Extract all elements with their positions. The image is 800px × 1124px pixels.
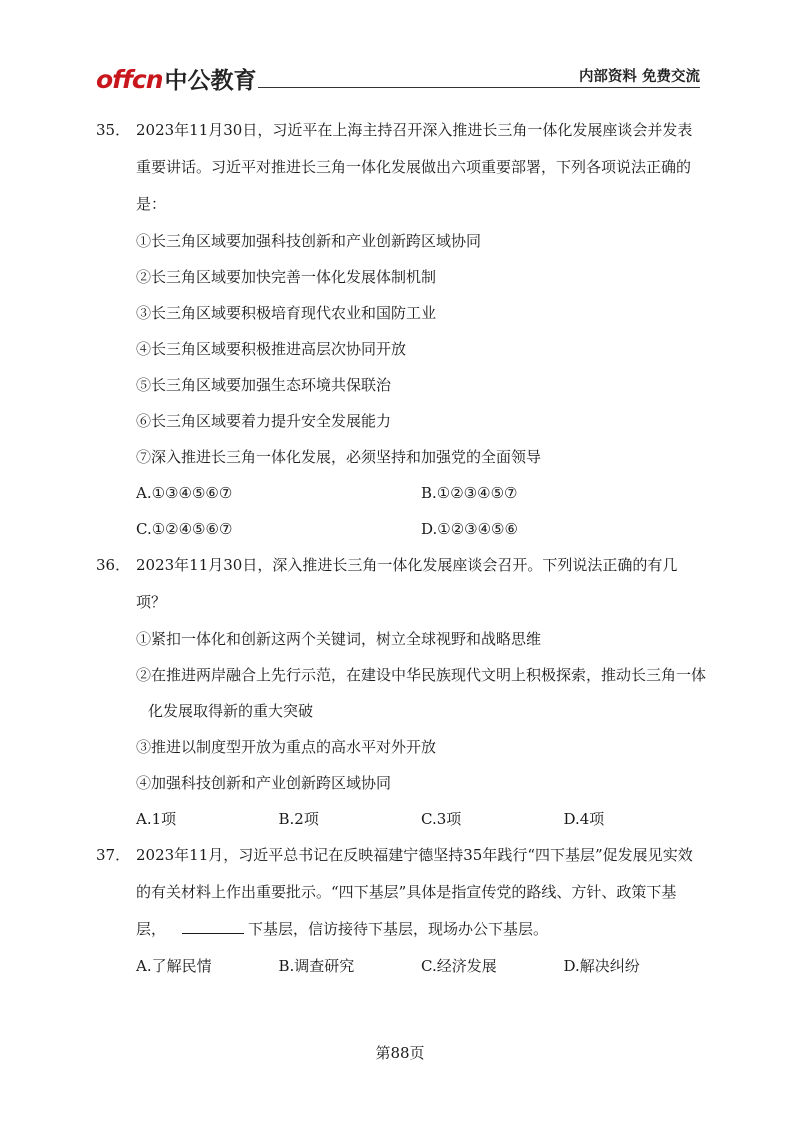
question-stem [136, 837, 706, 948]
logo-latin: offcn [96, 65, 163, 94]
page-number: 第88页 [375, 1044, 425, 1062]
question-number: 37． [96, 846, 131, 864]
choice-b: B.调查研究 [278, 957, 355, 975]
statement-item: ③推进以制度型开放为重点的高水平对外开放 [136, 738, 437, 756]
statement-item: ③长三角区域要积极培育现代农业和国防工业 [136, 304, 437, 322]
statement-item: ⑦深入推进长三角一体化发展，必须坚持和加强党的全面领导 [136, 448, 542, 466]
header-note: 内部资料 免费交流 [578, 69, 700, 85]
choice-c: C.经济发展 [421, 957, 497, 975]
choice-b: B.①②③④⑤⑦ [421, 484, 518, 502]
question-37 [96, 837, 706, 984]
choice-a: A.了解民情 [136, 957, 212, 975]
offcn-logo [96, 62, 257, 95]
page-header [96, 62, 700, 92]
answer-choices [136, 475, 706, 547]
choice-d: D.解决纠纷 [563, 957, 640, 975]
logo-chinese: 中公教育 [164, 68, 257, 94]
statement-item: ②在推进两岸融合上先行示范，在建设中华民族现代文明上积极探索，推动长三角一体化发展取得新的重大突破 [136, 666, 707, 720]
stem-part-after: 下基层，信访接待下基层，现场办公下基层。 [248, 920, 549, 938]
statement-item: ②长三角区域要加快完善一体化发展体制机制 [136, 268, 437, 286]
fill-blank [182, 919, 244, 934]
question-36 [96, 547, 706, 837]
question-stem: 2023年11月30日，习近平在上海主持召开深入推进长三角一体化发展座谈会并发表重要讲话。习近平对推进长三角一体化发展做出六项重要部署，下列各项说法正确的是： [136, 121, 693, 213]
answer-choices [136, 948, 706, 984]
question-stem: 2023年11月30日，深入推进长三角一体化发展座谈会召开。下列说法正确的有几项？ [136, 556, 678, 611]
statement-item: ①紧扣一体化和创新这两个关键词，树立全球视野和战略思维 [136, 630, 542, 648]
choice-a: A.1项 [136, 810, 177, 828]
statement-item: ⑥长三角区域要着力提升安全发展能力 [136, 412, 392, 430]
choice-d: D.4项 [563, 810, 605, 828]
statement-item: ④长三角区域要积极推进高层次协同开放 [136, 340, 407, 358]
question-number: 35． [96, 121, 131, 139]
question-content [96, 112, 706, 984]
choice-a: A.①③④⑤⑥⑦ [136, 484, 233, 502]
stem-part-before: 2023年11月，习近平总书记在反映福建宁德坚持35年践行“四下基层”促发展见实效的有关材料上作出重要批示。“四下基层”具体是指宣传党的路线、方针、政策下基层， [136, 846, 693, 938]
choice-d: D.①②③④⑤⑥ [421, 520, 518, 538]
header-rule [258, 87, 700, 88]
choice-b: B.2项 [278, 810, 319, 828]
choice-c: C.3项 [421, 810, 462, 828]
answer-choices [136, 801, 706, 837]
question-35 [96, 112, 706, 547]
statement-item: ①长三角区域要加强科技创新和产业创新跨区域协同 [136, 232, 482, 250]
statement-item: ⑤长三角区域要加强生态环境共保联治 [136, 376, 392, 394]
question-number: 36． [96, 556, 131, 574]
choice-c: C.①②④⑤⑥⑦ [136, 520, 233, 538]
statement-item: ④加强科技创新和产业创新跨区域协同 [136, 774, 392, 792]
